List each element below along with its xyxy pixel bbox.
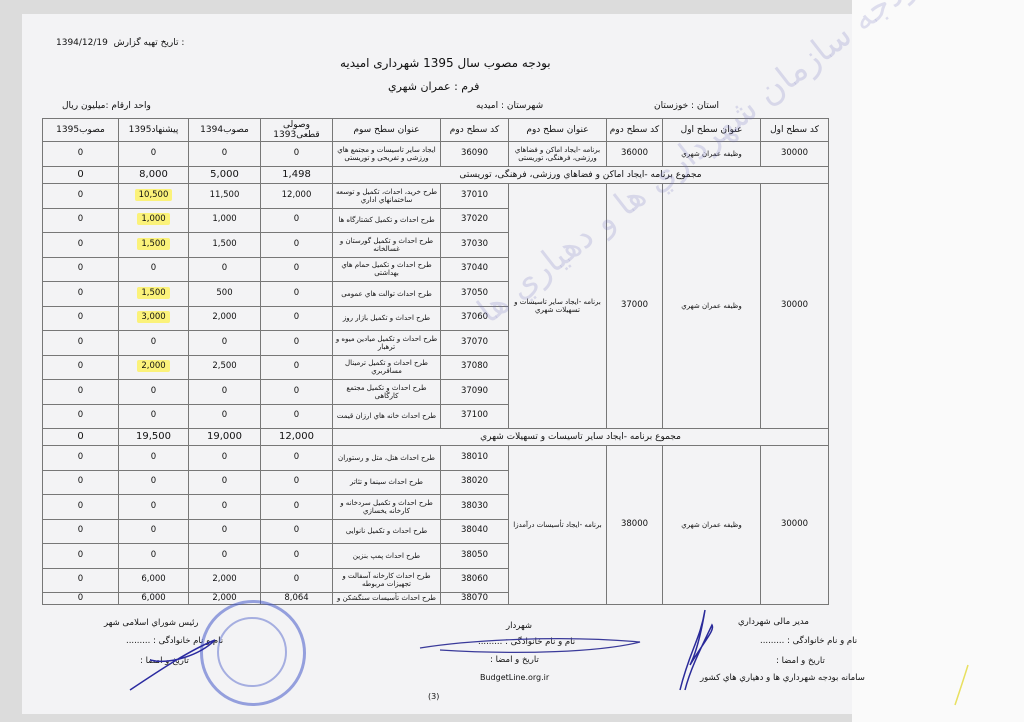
cell-v1394: 2,000 [189, 568, 261, 593]
cell-v1394: 0 [189, 257, 261, 282]
cell-m1395: 0 [43, 355, 119, 380]
row-title: طرح احداث کارخانه آسفالت و تجهیزات مربوطه [333, 568, 441, 593]
form-name: فرم : عمران شهري [388, 80, 480, 93]
program-code: 36000 [607, 142, 663, 167]
sum-v1394: 5,000 [189, 167, 261, 184]
cell-p1395: 0 [119, 446, 189, 471]
cell-v1394: 0 [189, 470, 261, 495]
cell-v1393: 0 [261, 495, 333, 520]
cell-m1395: 0 [43, 495, 119, 520]
cell-v1393: 0 [261, 331, 333, 356]
cell-v1394: 0 [189, 331, 261, 356]
cell-v1393: 0 [261, 355, 333, 380]
cell-v1394: 0 [189, 404, 261, 429]
row-title: طرح احداث و تکمیل سردخانه و کارخانه یخسازي [333, 495, 441, 520]
level1-title: وظیفه عمران شهري [663, 184, 761, 429]
cell-v1394: 0 [189, 142, 261, 167]
highlight-mark: 1,500 [137, 238, 169, 250]
finance-manager-title: مدیر مالی شهرداري [738, 617, 809, 627]
cell-m1395: 0 [43, 568, 119, 593]
row-title: طرح احداث پمپ بنزین [333, 544, 441, 569]
row-title: طرح احداث و تکمیل میادین میوه و ترهبار [333, 331, 441, 356]
program-title: برنامه -ایجاد تأسیسات درآمدزا [509, 446, 607, 605]
cell-v1393: 8,064 [261, 593, 333, 605]
row-code: 37060 [441, 306, 509, 331]
cell-v1393: 0 [261, 282, 333, 307]
cell-v1393: 0 [261, 568, 333, 593]
row-code: 37100 [441, 404, 509, 429]
province: استان : خوزستان [654, 101, 720, 111]
cell-v1393: 0 [261, 142, 333, 167]
cell-m1395: 0 [43, 233, 119, 258]
program-code: 37000 [607, 184, 663, 429]
page-number: (3) [428, 692, 440, 701]
finance-signature [680, 610, 713, 690]
cell-v1394: 1,500 [189, 233, 261, 258]
row-code: 38020 [441, 470, 509, 495]
finance-manager-date: تاریخ و امضا : [776, 656, 825, 666]
cell-m1395: 0 [43, 257, 119, 282]
cell-p1395: 0 [119, 331, 189, 356]
cell-m1395: 0 [43, 446, 119, 471]
cell-v1394: 0 [189, 495, 261, 520]
row-code: 38060 [441, 568, 509, 593]
level1-code: 30000 [761, 446, 829, 605]
cell-m1395: 0 [43, 593, 119, 605]
row-title: طرح احداث و تکمیل مجتمع کارگاهی [333, 380, 441, 405]
row-title: طرح احداث تأسیسات سنگشکن و [333, 593, 441, 605]
col-header: عنوان سطح سوم [333, 119, 441, 142]
finance-manager-name: نام و نام خانوادگی : ......... [760, 636, 858, 646]
col-header: کد سطح دوم [607, 119, 663, 142]
row-code: 38050 [441, 544, 509, 569]
highlight-mark: 1,000 [137, 213, 169, 225]
mayor-name: نام و نام خانوادگی : ......... [478, 637, 576, 647]
row-title: طرح احداث سینما و تئاتر [333, 470, 441, 495]
mayor-signature [420, 639, 640, 653]
row-title: طرح احداث و تکمیل نانوایی [333, 519, 441, 544]
cell-p1395: 0 [119, 142, 189, 167]
report-date-value: 1394/12/19 [56, 38, 108, 48]
col-header: وصولی قطعی1393 [261, 119, 333, 142]
page-title: بودجه مصوب سال 1395 شهرداری امیدیه [340, 56, 551, 70]
cell-v1394: 0 [189, 544, 261, 569]
col-header: عنوان سطح دوم [509, 119, 607, 142]
col-header: عنوان سطح اول [663, 119, 761, 142]
row-title: ایجاد سایر تاسیسات و مجتمع هاي ورزشی و تفریحی و توریستی [333, 142, 441, 167]
sum-p1395: 19,500 [119, 429, 189, 446]
row-title: طرح احداث و تکمیل ترمینال مسافربري [333, 355, 441, 380]
cell-p1395: 0 [119, 257, 189, 282]
sum-v1393: 1,498 [261, 167, 333, 184]
cell-p1395: 0 [119, 544, 189, 569]
level1-title: وظیفه عمران شهري [663, 446, 761, 605]
row-title: طرح احداث و تکمیل گورستان و غسالخانه [333, 233, 441, 258]
margin-mark [955, 665, 968, 705]
cell-v1393: 0 [261, 404, 333, 429]
cell-v1393: 0 [261, 470, 333, 495]
row-code: 38040 [441, 519, 509, 544]
row-title: طرح احداث هتل، متل و رستوران [333, 446, 441, 471]
cell-m1395: 0 [43, 544, 119, 569]
sum-label: مجموع برنامه -ایجاد اماکن و فضاهاي ورزشی، فرهنگی، توریستی [333, 167, 829, 184]
highlight-mark: 10,500 [135, 189, 173, 201]
sum-m1395: 0 [43, 167, 119, 184]
cell-v1393: 12,000 [261, 184, 333, 209]
col-header: کد سطح دوم [441, 119, 509, 142]
row-code: 37030 [441, 233, 509, 258]
council-signature [130, 640, 215, 690]
cell-v1394: 2,000 [189, 593, 261, 605]
col-header: کد سطح اول [761, 119, 829, 142]
row-code: 38010 [441, 446, 509, 471]
council-head-title: رئیس شوراي اسلامی شهر [104, 618, 199, 628]
col-header: پیشنهاد1395 [119, 119, 189, 142]
cell-v1393: 0 [261, 519, 333, 544]
cell-p1395: 6,000 [119, 593, 189, 605]
report-date-label: تاریخ تهیه گزارش : [113, 38, 185, 48]
row-title: طرح احداث توالت هاي عمومی [333, 282, 441, 307]
cell-v1394: 2,500 [189, 355, 261, 380]
council-head-date: تاریخ و امضا : [140, 656, 189, 666]
footer-site: BudgetLine.org.ir [480, 673, 550, 682]
col-header: مصوب1395 [43, 119, 119, 142]
cell-m1395: 0 [43, 184, 119, 209]
sum-m1395: 0 [43, 429, 119, 446]
mayor-title: شهردار [506, 621, 532, 631]
cell-p1395: 0 [119, 380, 189, 405]
cell-m1395: 0 [43, 519, 119, 544]
cell-v1393: 0 [261, 306, 333, 331]
cell-p1395: 0 [119, 519, 189, 544]
cell-v1393: 0 [261, 257, 333, 282]
row-title: طرح احداث و تکمیل حمام هاي بهداشتی [333, 257, 441, 282]
row-code: 36090 [441, 142, 509, 167]
cell-v1393: 0 [261, 380, 333, 405]
row-code: 37080 [441, 355, 509, 380]
row-code: 37020 [441, 208, 509, 233]
cell-v1394: 0 [189, 446, 261, 471]
cell-p1395: 0 [119, 495, 189, 520]
units-note: واحد ارقام :میلیون ریال [62, 101, 151, 111]
cell-m1395: 0 [43, 306, 119, 331]
row-code: 37070 [441, 331, 509, 356]
row-title: طرح احداث و تکمیل کشتارگاه ها [333, 208, 441, 233]
row-code: 38070 [441, 593, 509, 605]
cell-m1395: 0 [43, 470, 119, 495]
cell-p1395: 6,000 [119, 568, 189, 593]
cell-v1393: 0 [261, 446, 333, 471]
highlight-mark: 3,000 [137, 311, 169, 323]
col-header: مصوب1394 [189, 119, 261, 142]
program-title: برنامه -ایجاد اماکن و فضاهاي ورزشی، فرهنگی، توریستی [509, 142, 607, 167]
program-code: 38000 [607, 446, 663, 605]
row-code: 38030 [441, 495, 509, 520]
cell-v1393: 0 [261, 233, 333, 258]
row-title: طرح احداث و تکمیل بازار روز [333, 306, 441, 331]
cell-m1395: 0 [43, 142, 119, 167]
level1-code: 30000 [761, 184, 829, 429]
cell-m1395: 0 [43, 331, 119, 356]
cell-m1395: 0 [43, 208, 119, 233]
cell-v1394: 1,000 [189, 208, 261, 233]
level1-code: 30000 [761, 142, 829, 167]
program-title: برنامه -ایجاد سایر تاسیسات و تسهیلات شهري [509, 184, 607, 429]
cell-m1395: 0 [43, 380, 119, 405]
cell-v1393: 0 [261, 544, 333, 569]
cell-m1395: 0 [43, 404, 119, 429]
row-code: 37040 [441, 257, 509, 282]
cell-m1395: 0 [43, 282, 119, 307]
cell-p1395: 0 [119, 470, 189, 495]
cell-v1394: 500 [189, 282, 261, 307]
footer-system: سامانه بودجه شهرداري ها و دهیاري هاي کشور [700, 673, 865, 683]
highlight-mark: 1,500 [137, 287, 169, 299]
watermark: سازمان شهرداري ها و دهیاري ها [470, 14, 860, 332]
highlight-mark: 2,000 [137, 360, 169, 372]
row-title: طرح احداث خانه هاي ارزان قیمت [333, 404, 441, 429]
level1-title: وظیفه عمران شهري [663, 142, 761, 167]
cell-v1394: 11,500 [189, 184, 261, 209]
cell-v1394: 0 [189, 380, 261, 405]
council-head-name: نام و نام خانوادگی : ......... [126, 636, 224, 646]
cell-v1394: 0 [189, 519, 261, 544]
sum-v1393: 12,000 [261, 429, 333, 446]
county: شهرستان : امیدیه [476, 101, 544, 111]
sum-p1395: 8,000 [119, 167, 189, 184]
row-code: 37090 [441, 380, 509, 405]
mayor-date: تاریخ و امضا : [490, 655, 539, 665]
row-code: 37050 [441, 282, 509, 307]
sum-label: مجموع برنامه -ایجاد سایر تاسیسات و تسهیلات شهري [333, 429, 829, 446]
cell-p1395: 0 [119, 404, 189, 429]
row-code: 37010 [441, 184, 509, 209]
sum-v1394: 19,000 [189, 429, 261, 446]
cell-v1394: 2,000 [189, 306, 261, 331]
row-title: طرح خرید، احداث، تکمیل و توسعه ساختمانهاي اداري [333, 184, 441, 209]
cell-v1393: 0 [261, 208, 333, 233]
